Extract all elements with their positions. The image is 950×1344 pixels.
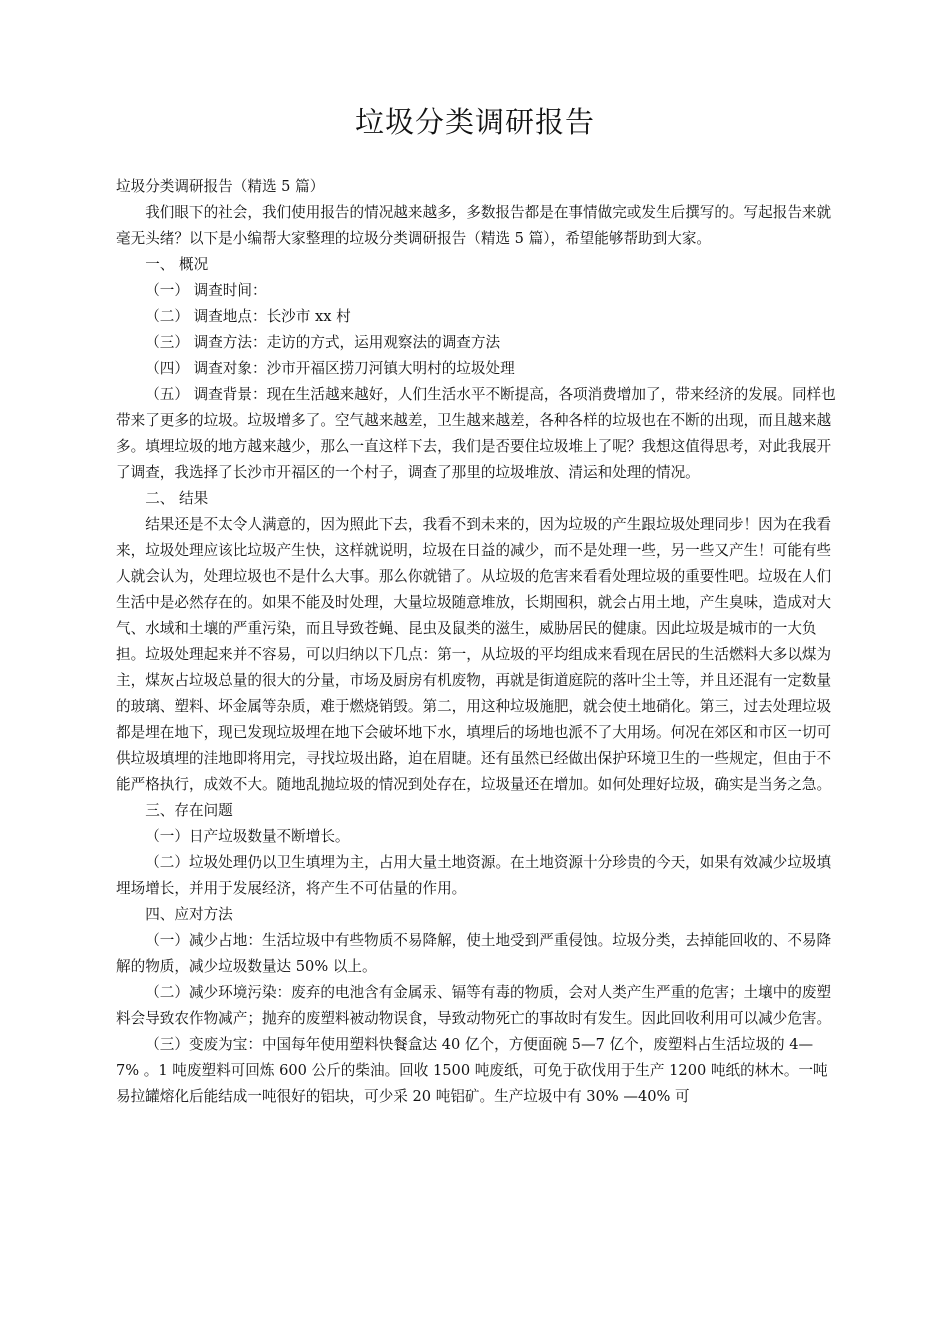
document-title: 垃圾分类调研报告 <box>354 105 595 139</box>
solution-item-1: （一）减少占地：生活垃圾中有些物质不易降解，使土地受到严重侵蚀。垃圾分类，去掉能回收的、不易降解的物质，减少垃圾数量达 50% 以上。 <box>116 932 832 975</box>
overview-item-subject: （四） 调查对象：沙市开福区捞刀河镇大明村的垃圾处理 <box>145 360 515 377</box>
section-heading-overview: 一、 概况 <box>145 256 209 273</box>
section-heading-solutions: 四、应对方法 <box>145 906 233 923</box>
problem-item-2: （二）垃圾处理仍以卫生填埋为主，占用大量土地资源。在土地资源十分珍贵的今天，如果有效减少垃圾填埋场增长，并用于发展经济，将产生不可估量的作用。 <box>116 854 832 897</box>
overview-item-location: （二） 调查地点：长沙市 xx 村 <box>145 308 351 325</box>
solution-item-2: （二）减少环境污染：废弃的电池含有金属汞、镉等有毒的物质，会对人类产生严重的危害；土壤中的废塑料会导致农作物减产；抛弃的废塑料被动物误食，导致动物死亡的事故时有发生。因此回收利用可以减少危害。 <box>116 984 832 1027</box>
section-heading-results: 二、 结果 <box>145 490 209 507</box>
results-paragraph: 结果还是不太令人满意的，因为照此下去，我看不到未来的，因为垃圾的产生跟垃圾处理同步！因为在我看来，垃圾处理应该比垃圾产生快，这样就说明，垃圾在日益的减少，而不是处理一些，另一些又产生！可能有些人就会认为，处理垃圾也不是什么大事。那么你就错了。从垃圾的危害来看看处理垃圾的重要性吧。垃圾在人们生活中是必然存在的。如果不能及时处理，大量垃圾随意堆放，长期囤积，就会占用土地，产生臭味，造成对大气、水域和土壤的严重污染，而且导致苍蝇、昆虫及鼠类的滋生，威胁居民的健康。因此垃圾是城市的一大负担。垃圾处理起来并不容易，可以归纳以下几点：第一，从垃圾的平均组成来看现在居民的生活燃料大多以煤为主，煤灰占垃圾总量的很大的分量，市场及厨房有机废物，再就是街道庭院的落叶尘土等，并且还混有一定数量的玻璃、塑料、坏金属等杂质，难于燃烧销毁。第二，用这种垃圾施肥，就会使土地硝化。第三，过去处理垃圾都是埋在地下，现已发现垃圾埋在地下会破坏地下水，填埋后的场地也派不了大用场。何况在郊区和市区一切可供垃圾填埋的洼地即将用完，寻找垃圾出路，迫在眉睫。还有虽然已经做出保护环境卫生的一些规定，但由于不能严格执行，成效不大。随地乱抛垃圾的情况到处存在，垃圾量还在增加。如何处理好垃圾，确实是当务之急。 <box>116 516 832 793</box>
overview-item-method: （三） 调查方法：走访的方式，运用观察法的调查方法 <box>145 334 501 351</box>
overview-item-time: （一） 调查时间： <box>145 282 267 299</box>
document-body <box>116 174 836 1110</box>
solution-item-3: （三）变废为宝：中国每年使用塑料快餐盒达 40 亿个，方便面碗 5—7 亿个，废塑料占生活垃圾的 4—7% 。1 吨废塑料可回炼 600 公斤的柴油。回收 1500 吨废纸，可免于砍伐用于生产 1200 吨纸的林木。一吨易拉罐熔化后能结成一吨很好的铝块，可少采 20 吨铝矿。生产垃圾中有 30% —40% 可 <box>116 1036 828 1105</box>
subtitle-paragraph: 垃圾分类调研报告（精选 5 篇） <box>116 178 325 195</box>
intro-paragraph: 我们眼下的社会，我们使用报告的情况越来越多，多数报告都是在事情做完或发生后撰写的。写起报告来就毫无头绪？以下是小编帮大家整理的垃圾分类调研报告（精选 5 篇），希望能够帮助到大家。 <box>116 204 832 247</box>
section-heading-problems: 三、存在问题 <box>145 802 233 819</box>
problem-item-1: （一）日产垃圾数量不断增长。 <box>145 828 350 845</box>
overview-item-background: （五） 调查背景：现在生活越来越好，人们生活水平不断提高，各项消费增加了，带来经济的发展。同样也带来了更多的垃圾。垃圾增多了。空气越来越差，卫生越来越差，各种各样的垃圾也在不断的出现，而且越来越多。填埋垃圾的地方越来越少，那么一直这样下去，我们是否要住垃圾堆上了呢？我想这值得思考，对此我展开了调查，我选择了长沙市开福区的一个村子，调查了那里的垃圾堆放、清运和处理的情况。 <box>116 386 836 481</box>
